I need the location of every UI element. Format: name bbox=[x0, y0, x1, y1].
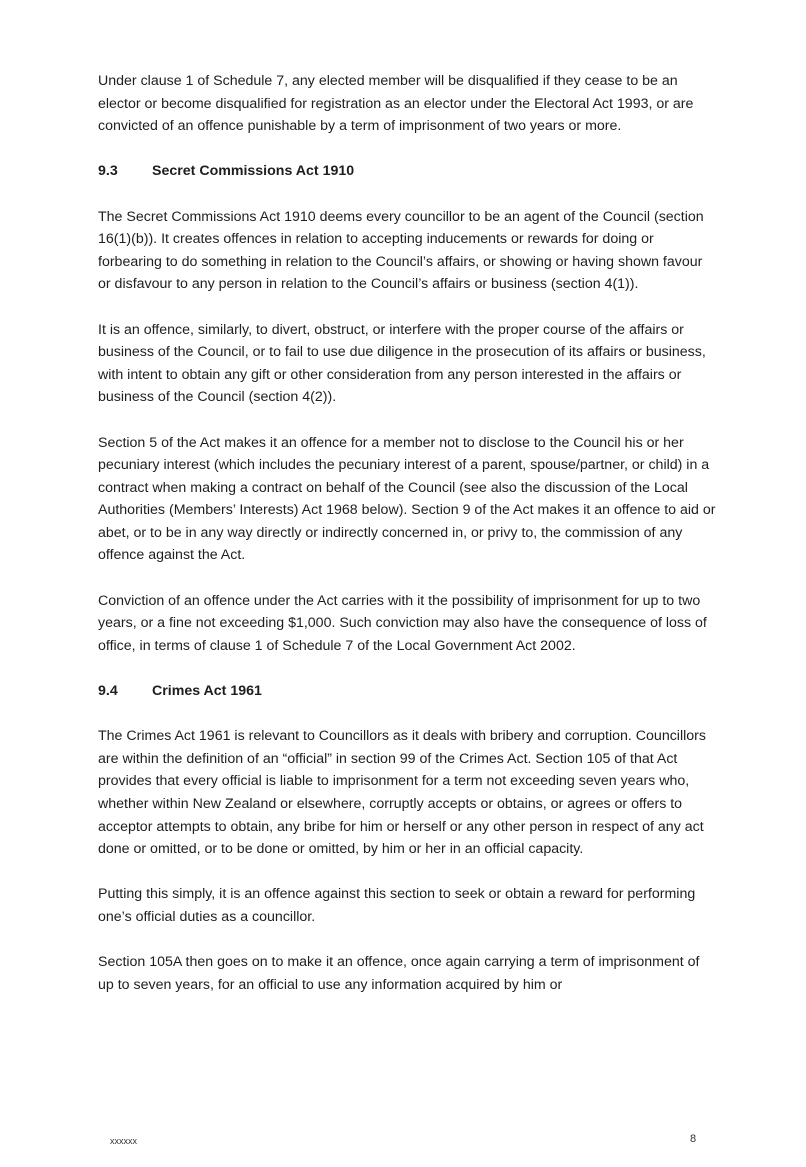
paragraph: Putting this simply, it is an offence against this section to seek or obtain a reward for performing one’s official duties as a councillor. bbox=[98, 886, 696, 925]
paragraph: Conviction of an offence under the Act carries with it the possibility of imprisonment for up to two years, or a fine not exceeding $1,000. Such conviction may also have the consequence of loss of office, in terms of clause 1 of Schedule 7 of the Local Government Act 2002. bbox=[98, 592, 707, 654]
paragraph: Section 5 of the Act makes it an offence for a member not to disclose to the Council his or her pecuniary interest (which includes the pecuniary interest of a parent, spouse/partner, or child) in a contract when making a contract on behalf of the Council (see also the discussion of the Local Authorities (Members’ Interests) Act 1968 below). Section 9 of the Act makes it an offence to aid or abet, or to be in any way directly or indirectly concerned in, or privy to, the commission of any offence against the Act. bbox=[98, 434, 716, 564]
section-title: Crimes Act 1961 bbox=[152, 683, 262, 700]
paragraph: The Secret Commissions Act 1910 deems every councillor to be an agent of the Council (section 16(1)(b)). It creates offences in relation to accepting inducements or rewards for doing or forbearing to do something in relation to the Council’s affairs, or showing or having shown favour or disfavour to any person in relation to the Council’s affairs or business (section 4(1)). bbox=[98, 208, 704, 293]
section-heading-9-3 bbox=[98, 160, 716, 183]
footer-page-number: 8 bbox=[690, 1133, 697, 1145]
paragraph: Section 105A then goes on to make it an offence, once again carrying a term of imprisonment of up to seven years, for an official to use any information acquired by him or bbox=[98, 954, 700, 993]
section-heading-9-4 bbox=[98, 680, 716, 703]
footer-document-reference: xxxxxx bbox=[110, 1136, 137, 1146]
document-body bbox=[98, 70, 716, 1019]
paragraph: It is an offence, similarly, to divert, obstruct, or interfere with the proper course of the affairs or business of the Council, or to fail to use due diligence in the prosecution of its affairs or business, with intent to obtain any gift or other consideration from any person interested in the affairs or business of the Council (section 4(2)). bbox=[98, 321, 706, 406]
section-number: 9.4 bbox=[98, 683, 118, 700]
section-number: 9.3 bbox=[98, 163, 118, 180]
paragraph: The Crimes Act 1961 is relevant to Councillors as it deals with bribery and corruption. Councillors are within the definition of an “official” in section 99 of the Crimes Act. Section 105 of that Act provides that every official is liable to imprisonment for a term not exceeding seven years who, whether within New Zealand or elsewhere, corruptly accepts or obtains, or agrees or offers to acceptor attempts to obtain, any bribe for him or herself or any other person in respect of any act done or omitted, or to be done or omitted, by him or her in an official capacity. bbox=[98, 728, 706, 858]
paragraph: Under clause 1 of Schedule 7, any elected member will be disqualified if they cease to be an elector or become disqualified for registration as an elector under the Electoral Act 1993, or are convicted of an offence punishable by a term of imprisonment of two years or more. bbox=[98, 73, 694, 135]
section-title: Secret Commissions Act 1910 bbox=[152, 163, 355, 180]
